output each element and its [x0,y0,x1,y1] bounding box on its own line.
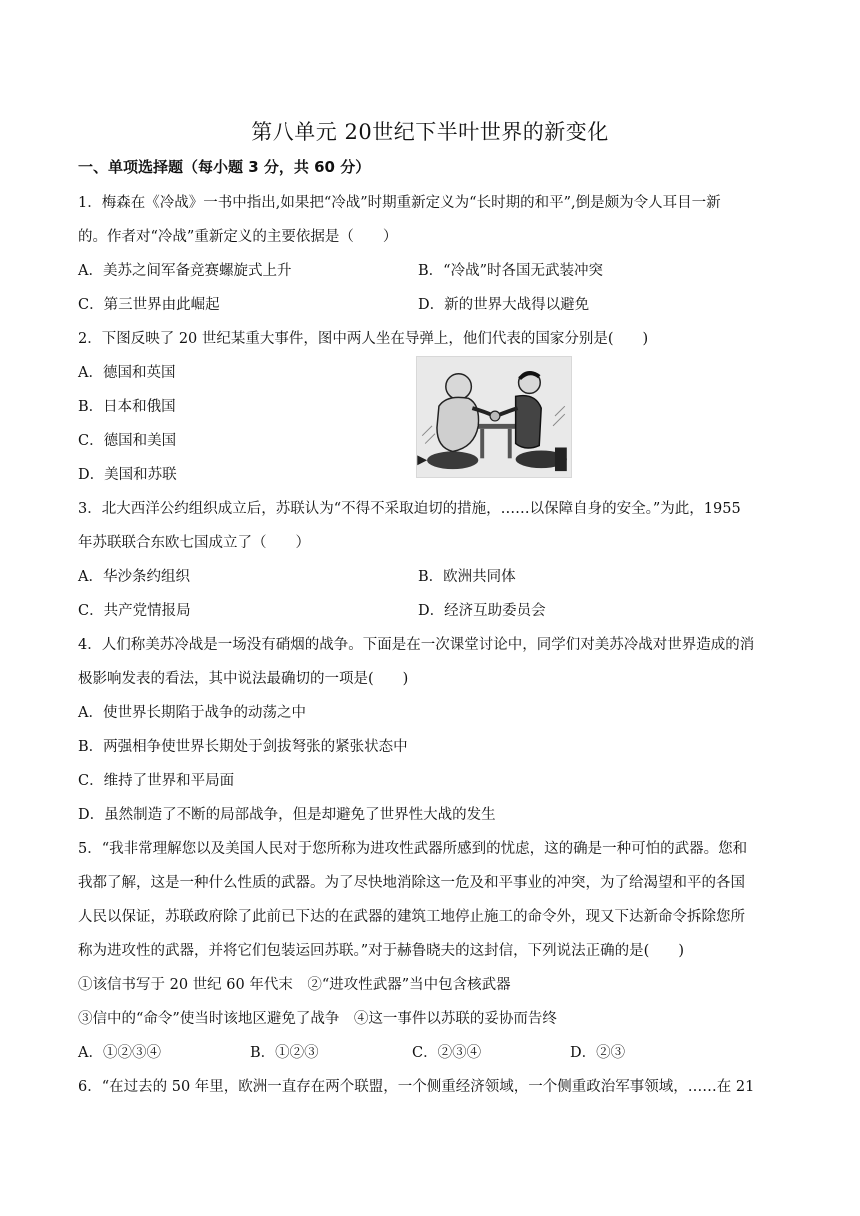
q4-option-d: D．虽然制造了不断的局部战争，但是却避免了世界性大战的发生 [78,807,496,823]
q5-option-b: B．①②③ [250,1045,319,1061]
q2-line-1: 2．下图反映了 20 世纪某重大事件，图中两人坐在导弹上，他们代表的国家分别是( ) [78,331,649,347]
q3-option-d: D．经济互助委员会 [418,603,546,619]
cartoon-arm-wrestling-icon [417,357,571,477]
q5-line-4: 称为进攻性的武器，并将它们包装运回苏联。”对于赫鲁晓夫的这封信，下列说法正确的是( ) [78,943,684,959]
page-title: 第八单元 20世纪下半叶世界的新变化 [251,120,609,144]
q3-option-c: C．共产党情报局 [78,603,191,619]
q5-line-1: 5．“我非常理解您以及美国人民对于您所称为进攻性武器所感到的忧虑，这的确是一种可怕的武器。您和 [78,841,748,857]
q5-line-2: 我都了解，这是一种什么性质的武器。为了尽快地消除这一危及和平事业的冲突，为了给渴望和平的各国 [78,875,745,891]
q5-option-d: D．②③ [570,1045,626,1061]
q4-line-2: 极影响发表的看法，其中说法最确切的一项是( ) [78,671,409,687]
q2-option-d: D．美国和苏联 [78,467,177,483]
q3-option-a: A．华沙条约组织 [78,569,190,585]
q2-option-c: C．德国和美国 [78,433,177,449]
q1-option-a: A．美苏之间军备竞赛螺旋式上升 [78,263,292,279]
q5-statement-1: ①该信书写于 20 世纪 60 年代末 ②“进攻性武器”当中包含核武器 [78,977,511,993]
q4-option-b: B．两强相争使世界长期处于剑拔弩张的紧张状态中 [78,739,408,755]
q1-option-c: C．第三世界由此崛起 [78,297,220,313]
q5-option-a: A．①②③④ [78,1045,161,1061]
section-heading: 一、单项选择题（每小题 3 分，共 60 分） [78,158,371,176]
q4-option-a: A．使世界长期陷于战争的动荡之中 [78,705,306,721]
q5-option-c: C．②③④ [412,1045,482,1061]
q2-option-b: B．日本和俄国 [78,399,176,415]
q1-line-2: 的。作者对“冷战”重新定义的主要依据是（ ） [78,229,398,245]
q3-line-2: 年苏联联合东欧七国成立了（ ） [78,535,310,551]
q1-option-d: D．新的世界大战得以避免 [418,297,590,313]
q1-option-b: B．“冷战”时各国无武装冲突 [418,263,603,279]
q3-option-b: B．欧洲共同体 [418,569,516,585]
q4-line-1: 4．人们称美苏冷战是一场没有硝烟的战争。下面是在一次课堂讨论中，同学们对美苏冷战对世界造成的消 [78,637,755,653]
q2-option-a: A．德国和英国 [78,365,176,381]
q6-line-1: 6．“在过去的 50 年里，欧洲一直存在两个联盟，一个侧重经济领域，一个侧重政治军事领域，……在 21 [78,1079,755,1095]
q4-option-c: C．维持了世界和平局面 [78,773,235,789]
q5-line-3: 人民以保证，苏联政府除了此前已下达的在武器的建筑工地停止施工的命令外，现又下达新命令拆除您所 [78,909,745,925]
q1-line-1: 1．梅森在《冷战》一书中指出,如果把“冷战”时期重新定义为“长时期的和平”,倒是颇为令人耳目一新 [78,195,721,211]
q3-line-1: 3．北大西洋公约组织成立后，苏联认为“不得不采取迫切的措施，……以保障自身的安全。”为此，1955 [78,501,741,517]
q5-statement-2: ③信中的“命令”使当时该地区避免了战争 ④这一事件以苏联的妥协而告终 [78,1011,557,1027]
cartoon-figure [416,356,572,478]
